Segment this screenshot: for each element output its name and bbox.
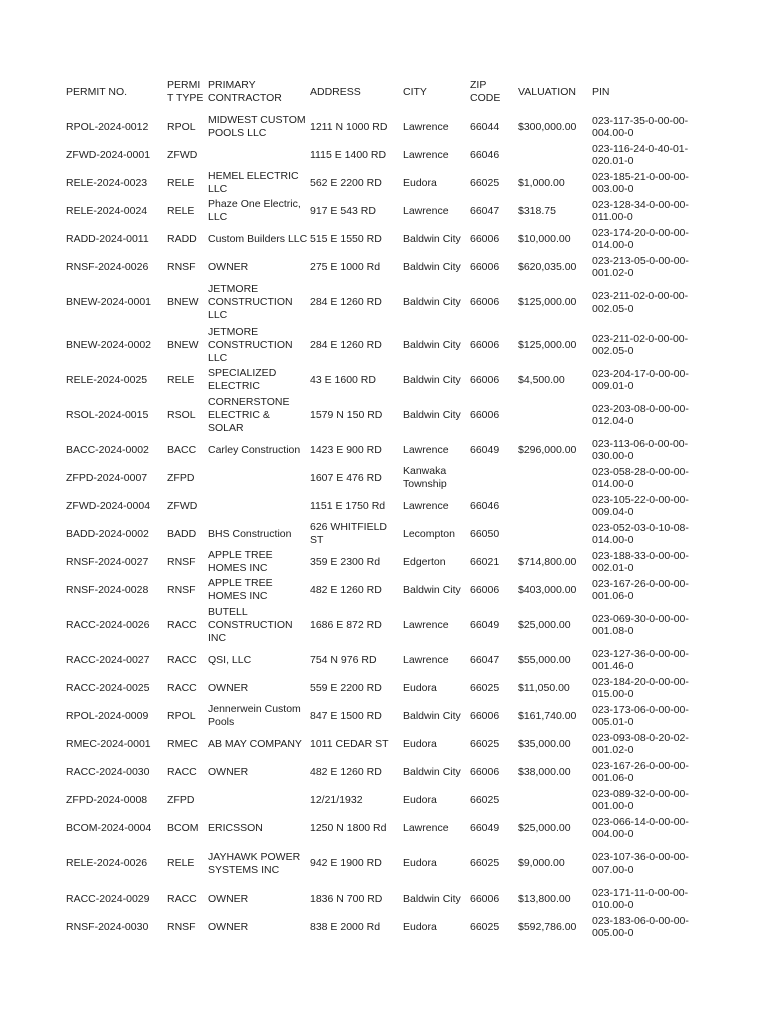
valuation-cell: $1,000.00 bbox=[518, 176, 565, 189]
table-row bbox=[0, 141, 770, 169]
zip-cell: 66006 bbox=[470, 765, 500, 778]
zip-cell: 66006 bbox=[470, 892, 500, 905]
permit-type-cell: RACC bbox=[167, 681, 197, 694]
city-cell: Edgerton bbox=[403, 555, 446, 568]
zip-cell: 66050 bbox=[470, 527, 500, 540]
pin-cell: 023-173-06-0-00-00- 005.01-0 bbox=[592, 703, 689, 728]
address-cell: 284 E 1260 RD bbox=[310, 338, 382, 351]
table-row bbox=[0, 913, 770, 941]
permit-no-cell: BNEW-2024-0001 bbox=[66, 296, 152, 308]
permit-type-cell: RELE bbox=[167, 373, 195, 386]
zip-cell: 66025 bbox=[470, 920, 500, 933]
permit-type-cell: BACC bbox=[167, 443, 197, 456]
pin-cell: 023-089-32-0-00-00- 001.00-0 bbox=[592, 787, 689, 812]
table-row bbox=[0, 324, 770, 366]
city-cell: Eudora bbox=[403, 681, 437, 694]
city-cell: Lawrence bbox=[403, 120, 449, 133]
contractor-cell: JETMORE CONSTRUCTION LLC bbox=[208, 283, 293, 321]
contractor-cell: ERICSSON bbox=[208, 821, 263, 834]
table-row bbox=[0, 548, 770, 576]
permit-no-cell: RACC-2024-0026 bbox=[66, 618, 150, 631]
zip-cell: 66006 bbox=[470, 260, 500, 273]
zip-cell: 66044 bbox=[470, 120, 500, 133]
contractor-cell: AB MAY COMPANY bbox=[208, 737, 302, 750]
pin-cell: 023-052-03-0-10-08- 014.00-0 bbox=[592, 521, 689, 546]
address-cell: 275 E 1000 Rd bbox=[310, 260, 381, 273]
permit-no-cell: ZFWD-2024-0001 bbox=[66, 148, 151, 161]
table-row bbox=[0, 520, 770, 548]
valuation-cell: $35,000.00 bbox=[518, 737, 571, 750]
permit-no-cell: RACC-2024-0030 bbox=[66, 765, 150, 778]
contractor-cell: OWNER bbox=[208, 892, 249, 905]
permit-no-cell: ZFPD-2024-0007 bbox=[66, 471, 148, 484]
pin-cell: 023-116-24-0-40-01- 020.01-0 bbox=[592, 142, 689, 167]
zip-cell: 66006 bbox=[470, 709, 500, 722]
pin-cell: 023-167-26-0-00-00- 001.06-0 bbox=[592, 759, 689, 784]
header-pin: PIN bbox=[592, 85, 610, 98]
contractor-cell: APPLE TREE HOMES INC bbox=[208, 577, 273, 602]
city-cell: Baldwin City bbox=[403, 296, 461, 308]
permit-no-cell: BACC-2024-0002 bbox=[66, 443, 149, 456]
table-row bbox=[0, 436, 770, 464]
permit-type-cell: BCOM bbox=[167, 821, 199, 834]
city-cell: Baldwin City bbox=[403, 232, 461, 245]
pin-cell: 023-171-11-0-00-00- 010.00-0 bbox=[592, 886, 689, 911]
contractor-cell: OWNER bbox=[208, 765, 249, 778]
header-primary-contractor: PRIMARY CONTRACTOR bbox=[208, 79, 282, 104]
table-row bbox=[0, 842, 770, 885]
address-cell: 43 E 1600 RD bbox=[310, 373, 376, 386]
valuation-cell: $25,000.00 bbox=[518, 821, 571, 834]
permit-type-cell: RELE bbox=[167, 176, 195, 189]
valuation-cell: $300,000.00 bbox=[518, 120, 577, 133]
permit-type-cell: ZFWD bbox=[167, 148, 198, 161]
pin-cell: 023-213-05-0-00-00- 001.02-0 bbox=[592, 254, 689, 279]
table-header bbox=[0, 74, 770, 110]
city-cell: Eudora bbox=[403, 737, 437, 750]
valuation-cell: $620,035.00 bbox=[518, 260, 577, 273]
header-zip-code: ZIP CODE bbox=[470, 79, 501, 104]
address-cell: 917 E 543 RD bbox=[310, 204, 376, 217]
table-row bbox=[0, 464, 770, 492]
pin-cell: 023-188-33-0-00-00- 002.01-0 bbox=[592, 549, 689, 574]
zip-cell: 66025 bbox=[470, 793, 500, 806]
pin-cell: 023-058-28-0-00-00- 014.00-0 bbox=[592, 465, 689, 490]
table-row bbox=[0, 758, 770, 786]
permit-no-cell: BCOM-2024-0004 bbox=[66, 821, 152, 834]
table-row bbox=[0, 730, 770, 758]
pin-cell: 023-127-36-0-00-00- 001.46-0 bbox=[592, 647, 689, 672]
address-cell: 838 E 2000 Rd bbox=[310, 920, 381, 933]
table-row bbox=[0, 702, 770, 730]
permit-type-cell: RACC bbox=[167, 653, 197, 666]
permit-type-cell: ZFPD bbox=[167, 471, 195, 484]
permit-type-cell: RNSF bbox=[167, 920, 196, 933]
table-row bbox=[0, 394, 770, 436]
contractor-cell: Phaze One Electric, LLC bbox=[208, 198, 301, 223]
city-cell: Lawrence bbox=[403, 204, 449, 217]
city-cell: Lawrence bbox=[403, 821, 449, 834]
city-cell: Lawrence bbox=[403, 148, 449, 161]
pin-cell: 023-185-21-0-00-00- 003.00-0 bbox=[592, 170, 689, 195]
contractor-cell: JETMORE CONSTRUCTION LLC bbox=[208, 325, 293, 364]
pin-cell: 023-211-02-0-00-00- 002.05-0 bbox=[592, 332, 689, 357]
zip-cell: 66006 bbox=[470, 296, 500, 308]
permit-type-cell: RELE bbox=[167, 204, 195, 217]
permit-no-cell: RELE-2024-0026 bbox=[66, 857, 148, 869]
city-cell: Kanwaka Township bbox=[403, 465, 447, 490]
permit-no-cell: RNSF-2024-0026 bbox=[66, 260, 149, 273]
header-valuation: VALUATION bbox=[518, 85, 576, 98]
pin-cell: 023-113-06-0-00-00- 030.00-0 bbox=[592, 437, 689, 462]
zip-cell: 66049 bbox=[470, 618, 500, 631]
permit-type-cell: ZFPD bbox=[167, 793, 195, 806]
valuation-cell: $13,800.00 bbox=[518, 892, 571, 905]
permit-no-cell: RADD-2024-0011 bbox=[66, 232, 149, 245]
table-row bbox=[0, 604, 770, 646]
permit-no-cell: BNEW-2024-0002 bbox=[66, 338, 152, 351]
permit-no-cell: RPOL-2024-0012 bbox=[66, 120, 149, 133]
permit-no-cell: RELE-2024-0023 bbox=[66, 176, 148, 189]
address-cell: 482 E 1260 RD bbox=[310, 765, 382, 778]
permit-type-cell: BNEW bbox=[167, 296, 199, 308]
address-cell: 1836 N 700 RD bbox=[310, 892, 383, 905]
contractor-cell: APPLE TREE HOMES INC bbox=[208, 549, 273, 574]
permit-type-cell: RMEC bbox=[167, 737, 198, 750]
permit-type-cell: RACC bbox=[167, 765, 197, 778]
pin-cell: 023-128-34-0-00-00- 011.00-0 bbox=[592, 198, 689, 223]
city-cell: Baldwin City bbox=[403, 373, 461, 386]
permit-type-cell: RNSF bbox=[167, 260, 196, 273]
contractor-cell: MIDWEST CUSTOM POOLS LLC bbox=[208, 114, 306, 139]
contractor-cell: HEMEL ELECTRIC LLC bbox=[208, 170, 299, 195]
contractor-cell: OWNER bbox=[208, 681, 249, 694]
permit-no-cell: RELE-2024-0025 bbox=[66, 373, 148, 386]
address-cell: 754 N 976 RD bbox=[310, 653, 377, 666]
permit-type-cell: BNEW bbox=[167, 338, 199, 351]
permit-type-cell: RADD bbox=[167, 232, 197, 245]
contractor-cell: OWNER bbox=[208, 920, 249, 933]
pin-cell: 023-093-08-0-20-02- 001.02-0 bbox=[592, 731, 689, 756]
pin-cell: 023-069-30-0-00-00- 001.08-0 bbox=[592, 612, 689, 637]
valuation-cell: $10,000.00 bbox=[518, 232, 571, 245]
zip-cell: 66049 bbox=[470, 821, 500, 834]
city-cell: Lawrence bbox=[403, 618, 449, 631]
contractor-cell: SPECIALIZED ELECTRIC bbox=[208, 367, 277, 392]
contractor-cell: Jennerwein Custom Pools bbox=[208, 703, 301, 728]
permit-type-cell: RPOL bbox=[167, 120, 196, 133]
valuation-cell: $9,000.00 bbox=[518, 857, 565, 869]
permit-type-cell: RNSF bbox=[167, 555, 196, 568]
table-row bbox=[0, 786, 770, 814]
contractor-cell: QSI, LLC bbox=[208, 653, 252, 666]
pin-cell: 023-203-08-0-00-00- 012.04-0 bbox=[592, 402, 689, 427]
valuation-cell: $318.75 bbox=[518, 204, 556, 217]
valuation-cell: $592,786.00 bbox=[518, 920, 577, 933]
city-cell: Lawrence bbox=[403, 443, 449, 456]
contractor-cell: BHS Construction bbox=[208, 527, 292, 540]
permit-type-cell: BADD bbox=[167, 527, 197, 540]
city-cell: Baldwin City bbox=[403, 338, 461, 351]
header-address: ADDRESS bbox=[310, 85, 361, 98]
city-cell: Eudora bbox=[403, 176, 437, 189]
pin-cell: 023-174-20-0-00-00- 014.00-0 bbox=[592, 226, 689, 251]
valuation-cell: $161,740.00 bbox=[518, 709, 577, 722]
zip-cell: 66025 bbox=[470, 176, 500, 189]
contractor-cell: OWNER bbox=[208, 260, 249, 273]
table-row bbox=[0, 366, 770, 394]
address-cell: 1011 CEDAR ST bbox=[310, 737, 389, 750]
zip-cell: 66049 bbox=[470, 443, 500, 456]
table-row bbox=[0, 576, 770, 604]
contractor-cell: Custom Builders LLC bbox=[208, 232, 308, 245]
pin-cell: 023-183-06-0-00-00- 005.00-0 bbox=[592, 914, 689, 939]
address-cell: 12/21/1932 bbox=[310, 793, 363, 806]
address-cell: 1250 N 1800 Rd bbox=[310, 821, 387, 834]
table-row bbox=[0, 646, 770, 674]
zip-cell: 66046 bbox=[470, 499, 500, 512]
city-cell: Lecompton bbox=[403, 527, 455, 540]
valuation-cell: $25,000.00 bbox=[518, 618, 571, 631]
table-row bbox=[0, 169, 770, 197]
address-cell: 1579 N 150 RD bbox=[310, 408, 383, 421]
zip-cell: 66025 bbox=[470, 681, 500, 694]
address-cell: 1211 N 1000 RD bbox=[310, 120, 388, 133]
zip-cell: 66047 bbox=[470, 653, 500, 666]
permit-no-cell: ZFPD-2024-0008 bbox=[66, 793, 148, 806]
city-cell: Eudora bbox=[403, 793, 437, 806]
permit-no-cell: RACC-2024-0027 bbox=[66, 653, 150, 666]
pin-cell: 023-204-17-0-00-00- 009.01-0 bbox=[592, 367, 689, 392]
address-cell: 359 E 2300 Rd bbox=[310, 555, 381, 568]
table-row bbox=[0, 674, 770, 702]
table-row bbox=[0, 197, 770, 225]
zip-cell: 66006 bbox=[470, 583, 500, 596]
permit-no-cell: RSOL-2024-0015 bbox=[66, 408, 149, 421]
city-cell: Lawrence bbox=[403, 653, 449, 666]
city-cell: Eudora bbox=[403, 920, 437, 933]
address-cell: 626 WHITFIELD ST bbox=[310, 521, 388, 546]
pin-cell: 023-211-02-0-00-00- 002.05-0 bbox=[592, 290, 689, 315]
zip-cell: 66025 bbox=[470, 737, 500, 750]
valuation-cell: $38,000.00 bbox=[518, 765, 571, 778]
table-row bbox=[0, 885, 770, 913]
permit-no-cell: RNSF-2024-0030 bbox=[66, 920, 149, 933]
permit-no-cell: RELE-2024-0024 bbox=[66, 204, 148, 217]
pin-cell: 023-184-20-0-00-00- 015.00-0 bbox=[592, 675, 689, 700]
pin-cell: 023-167-26-0-00-00- 001.06-0 bbox=[592, 577, 689, 602]
zip-cell: 66021 bbox=[470, 555, 500, 568]
permit-no-cell: ZFWD-2024-0004 bbox=[66, 499, 151, 512]
header-permit-no: PERMIT NO. bbox=[66, 85, 128, 98]
city-cell: Eudora bbox=[403, 857, 437, 869]
permit-type-cell: RSOL bbox=[167, 408, 196, 421]
city-cell: Baldwin City bbox=[403, 765, 461, 778]
permit-no-cell: RACC-2024-0029 bbox=[66, 892, 150, 905]
table-row bbox=[0, 113, 770, 141]
zip-cell: 66046 bbox=[470, 148, 500, 161]
permit-no-cell: RPOL-2024-0009 bbox=[66, 709, 149, 722]
address-cell: 942 E 1900 RD bbox=[310, 857, 382, 869]
valuation-cell: $714,800.00 bbox=[518, 555, 577, 568]
permit-type-cell: ZFWD bbox=[167, 499, 198, 512]
pin-cell: 023-105-22-0-00-00- 009.04-0 bbox=[592, 493, 689, 518]
contractor-cell: CORNERSTONE ELECTRIC & SOLAR bbox=[208, 395, 290, 434]
table-row bbox=[0, 253, 770, 281]
address-cell: 482 E 1260 RD bbox=[310, 583, 382, 596]
valuation-cell: $296,000.00 bbox=[518, 443, 577, 456]
zip-cell: 66047 bbox=[470, 204, 500, 217]
address-cell: 1151 E 1750 Rd bbox=[310, 499, 386, 512]
address-cell: 1686 E 872 RD bbox=[310, 618, 382, 631]
zip-cell: 66006 bbox=[470, 232, 500, 245]
address-cell: 847 E 1500 RD bbox=[310, 709, 382, 722]
zip-cell: 66006 bbox=[470, 338, 500, 351]
valuation-cell: $55,000.00 bbox=[518, 653, 571, 666]
table-row bbox=[0, 492, 770, 520]
address-cell: 559 E 2200 RD bbox=[310, 681, 382, 694]
contractor-cell: JAYHAWK POWER SYSTEMS INC bbox=[208, 850, 301, 876]
header-city: CITY bbox=[403, 85, 427, 98]
valuation-cell: $403,000.00 bbox=[518, 583, 577, 596]
city-cell: Baldwin City bbox=[403, 260, 461, 273]
valuation-cell: $125,000.00 bbox=[518, 338, 577, 351]
permit-type-cell: RACC bbox=[167, 618, 197, 631]
table-row bbox=[0, 281, 770, 324]
city-cell: Baldwin City bbox=[403, 583, 461, 596]
address-cell: 1115 E 1400 RD bbox=[310, 148, 387, 161]
header-permit-type: PERMI T TYPE bbox=[167, 79, 204, 104]
permit-type-cell: RNSF bbox=[167, 583, 196, 596]
permit-type-cell: RACC bbox=[167, 892, 197, 905]
valuation-cell: $4,500.00 bbox=[518, 373, 565, 386]
city-cell: Baldwin City bbox=[403, 892, 461, 905]
permit-type-cell: RELE bbox=[167, 857, 195, 869]
permit-no-cell: RACC-2024-0025 bbox=[66, 681, 150, 694]
permit-no-cell: RNSF-2024-0027 bbox=[66, 555, 149, 568]
permit-no-cell: RNSF-2024-0028 bbox=[66, 583, 149, 596]
permit-type-cell: RPOL bbox=[167, 709, 196, 722]
table-row bbox=[0, 225, 770, 253]
contractor-cell: Carley Construction bbox=[208, 443, 301, 456]
zip-cell: 66025 bbox=[470, 857, 500, 869]
pin-cell: 023-066-14-0-00-00- 004.00-0 bbox=[592, 815, 689, 840]
zip-cell: 66006 bbox=[470, 373, 500, 386]
address-cell: 1423 E 900 RD bbox=[310, 443, 382, 456]
address-cell: 515 E 1550 RD bbox=[310, 232, 382, 245]
zip-cell: 66006 bbox=[470, 408, 500, 421]
valuation-cell: $125,000.00 bbox=[518, 296, 577, 308]
pin-cell: 023-117-35-0-00-00- 004.00-0 bbox=[592, 114, 689, 139]
pin-cell: 023-107-36-0-00-00- 007.00-0 bbox=[592, 851, 689, 876]
valuation-cell: $11,050.00 bbox=[518, 681, 570, 694]
contractor-cell: BUTELL CONSTRUCTION INC bbox=[208, 605, 293, 644]
address-cell: 562 E 2200 RD bbox=[310, 176, 382, 189]
city-cell: Lawrence bbox=[403, 499, 449, 512]
city-cell: Baldwin City bbox=[403, 709, 461, 722]
permit-no-cell: RMEC-2024-0001 bbox=[66, 737, 151, 750]
city-cell: Baldwin City bbox=[403, 408, 461, 421]
address-cell: 1607 E 476 RD bbox=[310, 471, 382, 484]
permit-no-cell: BADD-2024-0002 bbox=[66, 527, 149, 540]
table-row bbox=[0, 814, 770, 842]
address-cell: 284 E 1260 RD bbox=[310, 296, 382, 308]
